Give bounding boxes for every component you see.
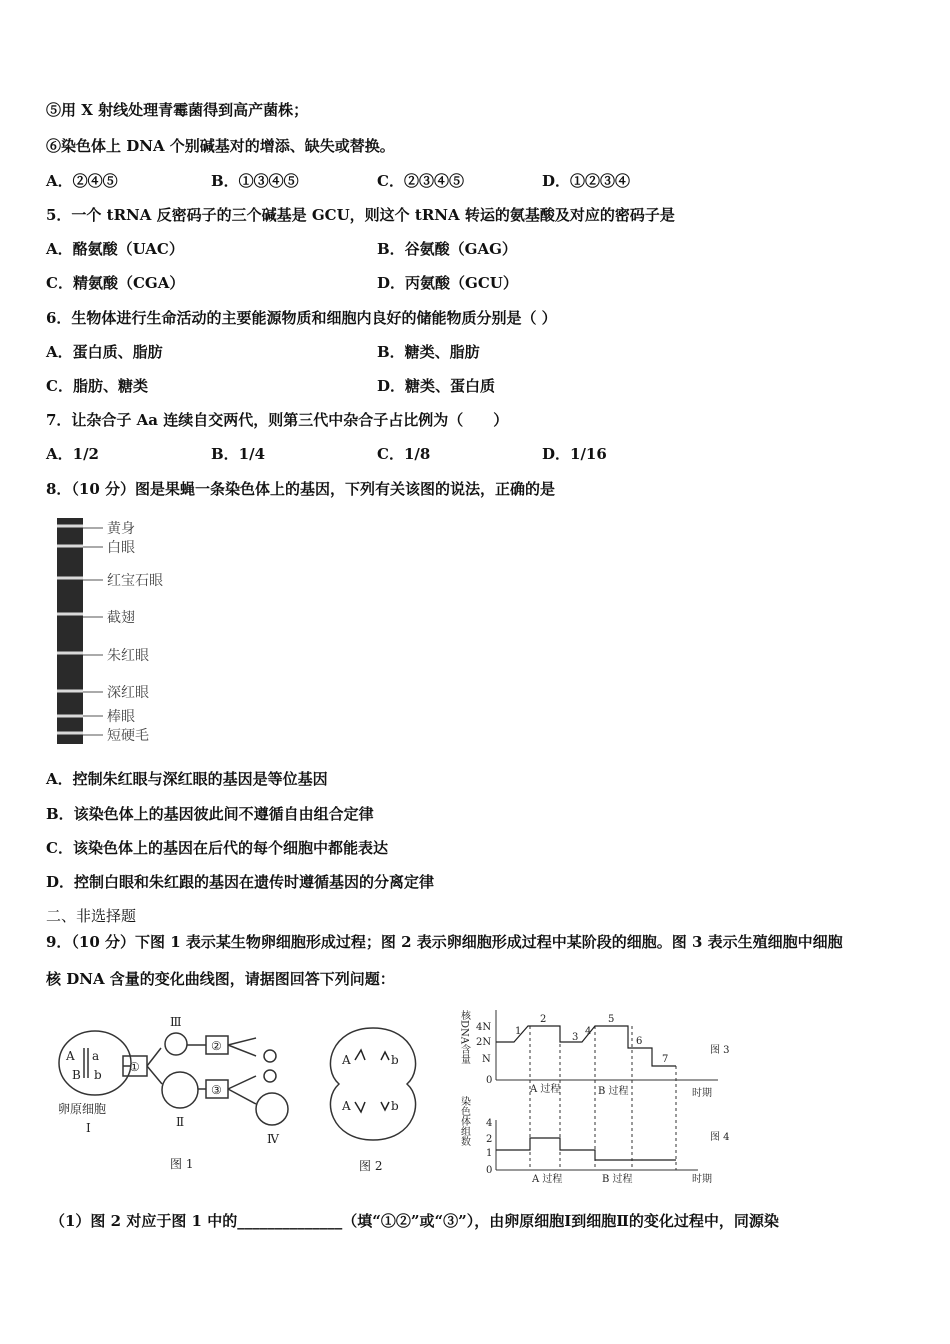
gene-label: 白眼: [107, 540, 135, 556]
q6-option-a: A．蛋白质、脂肪: [46, 343, 163, 361]
figure-2-caption: 图 2: [359, 1159, 383, 1173]
fig3-ytick: N: [482, 1054, 491, 1065]
q5-option-b: B．谷氨酸（GAG）: [377, 240, 517, 258]
gene-label: 短硬毛: [107, 728, 149, 744]
gene-label: 深红眼: [107, 685, 149, 701]
figure-3-4: [458, 1000, 752, 1189]
figure-1: [50, 1008, 310, 1190]
cell-II: [162, 1072, 198, 1108]
q7-option-b: B．1/4: [211, 445, 266, 463]
oogonium-label: 卵原细胞: [58, 1102, 107, 1116]
q8-stem: 8．（10 分）图是果蝇一条染色体上的基因，下列有关该图的说法，正确的是: [46, 480, 556, 498]
gene-B: B: [72, 1068, 81, 1082]
q4-item6: ⑥染色体上 DNA 个别碱基对的增添、缺失或替换。: [46, 137, 395, 155]
q6-option-c: C．脂肪、糖类: [46, 377, 148, 395]
gene-A-bottom: A: [342, 1099, 351, 1113]
oogonium-roman: Ⅰ: [86, 1121, 91, 1135]
q5-option-a: A．酪氨酸（UAC）: [46, 240, 184, 258]
q8-option-d: D．控制白眼和朱红跟的基因在遗传时遵循基因的分离定律: [46, 873, 435, 891]
fig3-process-b: B 过程: [598, 1086, 629, 1097]
q5-option-c: C．精氨酸（CGA）: [46, 274, 185, 292]
segment-label: 6: [636, 1036, 643, 1047]
gene-A-top: A: [342, 1053, 351, 1067]
q8-option-b: B．该染色体上的基因彼此间不遵循自由组合定律: [46, 805, 374, 823]
gene-b-top: b: [391, 1053, 399, 1067]
fig3-ytick: 0: [486, 1075, 493, 1086]
gene-label: 黄身: [107, 521, 135, 537]
q5-option-d: D．丙氨酸（GCU）: [377, 274, 518, 292]
q9-stem-line2: 核 DNA 含量的变化曲线图，请据图回答下列问题：: [46, 970, 395, 988]
q4-option-c: C．②③④⑤: [377, 172, 464, 190]
gene-label: 朱红眼: [107, 648, 149, 664]
chromosome-figure: [55, 516, 185, 752]
q7-stem: 7．让杂合子 Aa 连续自交两代，则第三代中杂合子占比例为（ ）: [46, 411, 509, 429]
q8-option-a: A．控制朱红眼与深红眼的基因是等位基因: [46, 770, 328, 788]
fig3-process-a: A 过程: [530, 1084, 561, 1095]
q6-stem: 6．生物体进行生命活动的主要能源物质和细胞内良好的储能物质分别是（ ）: [46, 309, 557, 327]
cell-IV: [256, 1093, 288, 1125]
q9-sub1: （1）图 2 对应于图 1 中的______________（填“①②”或“③”），由卵原细胞Ⅰ到细胞Ⅱ的变化过程中，同源染: [50, 1212, 779, 1230]
oogonium-cell: [59, 1031, 131, 1095]
gene-a: a: [92, 1049, 100, 1063]
step-1: ①: [129, 1060, 140, 1074]
segment-label: 3: [572, 1032, 579, 1043]
dividing-cell: [330, 1028, 415, 1140]
gene-b: b: [94, 1068, 102, 1082]
q7-option-a: A．1/2: [46, 445, 99, 463]
q4-option-a: A．②④⑤: [46, 172, 118, 190]
fig4-ytick: 0: [486, 1165, 493, 1176]
fig4-ytick: 2: [486, 1134, 493, 1145]
fig4-ytick: 4: [486, 1118, 493, 1129]
q8-option-c: C．该染色体上的基因在后代的每个细胞中都能表达: [46, 839, 388, 857]
step-2: ②: [211, 1039, 222, 1053]
segment-label: 1: [515, 1026, 522, 1037]
gene-b-bottom: b: [391, 1099, 399, 1113]
segment-label: 7: [662, 1054, 669, 1065]
q4-option-b: B．①③④⑤: [211, 172, 299, 190]
fig3-ytick: 2N: [476, 1037, 492, 1048]
q9-stem-line1: 9．（10 分）下图 1 表示某生物卵细胞形成过程；图 2 表示卵细胞形成过程中某阶段的细胞。图 3 表示生殖细胞中细胞: [46, 933, 843, 951]
gene-A: A: [66, 1049, 75, 1063]
gene-label: 棒眼: [107, 709, 135, 725]
q4-item5: ⑤用 X 射线处理青霉菌得到高产菌株；: [46, 101, 309, 119]
label-II: Ⅱ: [176, 1115, 185, 1129]
fig4-xlabel: 时期: [692, 1174, 712, 1185]
fig3-ylabel: 核DNA含量: [458, 1010, 470, 1064]
chromosome-set-curve: [496, 1138, 676, 1160]
fig4-ytick: 1: [486, 1148, 493, 1159]
q7-option-d: D．1/16: [542, 445, 607, 463]
segment-label: 2: [540, 1014, 547, 1025]
q4-option-d: D．①②③④: [542, 172, 631, 190]
section-title: 二、非选择题: [46, 907, 137, 925]
segment-label: 4: [585, 1026, 592, 1037]
cell-III: [165, 1033, 187, 1055]
label-IV: Ⅳ: [267, 1132, 279, 1146]
fig4-ylabel: 染色体组数: [458, 1096, 470, 1146]
segment-label: 5: [608, 1014, 615, 1025]
gene-label: 截翅: [107, 610, 135, 626]
fig3-caption: 图 3: [710, 1045, 730, 1056]
q6-option-b: B．糖类、脂肪: [377, 343, 480, 361]
fig3-ytick: 4N: [476, 1022, 492, 1033]
chromosome-body: [57, 518, 83, 744]
q6-option-d: D．糖类、蛋白质: [377, 377, 496, 395]
figure-1-caption: 图 1: [170, 1157, 194, 1171]
figure-2: [325, 1020, 425, 1184]
gene-label: 红宝石眼: [107, 573, 163, 589]
fig4-process-a: A 过程: [532, 1174, 563, 1185]
fig3-xlabel: 时期: [692, 1088, 712, 1099]
fig4-caption: 图 4: [710, 1132, 730, 1143]
q7-option-c: C．1/8: [377, 445, 431, 463]
q5-stem: 5．一个 tRNA 反密码子的三个碱基是 GCU，则这个 tRNA 转运的氨基酸及对应的密码子是: [46, 206, 675, 224]
label-III: Ⅲ: [170, 1015, 182, 1029]
step-3: ③: [211, 1083, 222, 1097]
fig4-process-b: B 过程: [602, 1174, 633, 1185]
